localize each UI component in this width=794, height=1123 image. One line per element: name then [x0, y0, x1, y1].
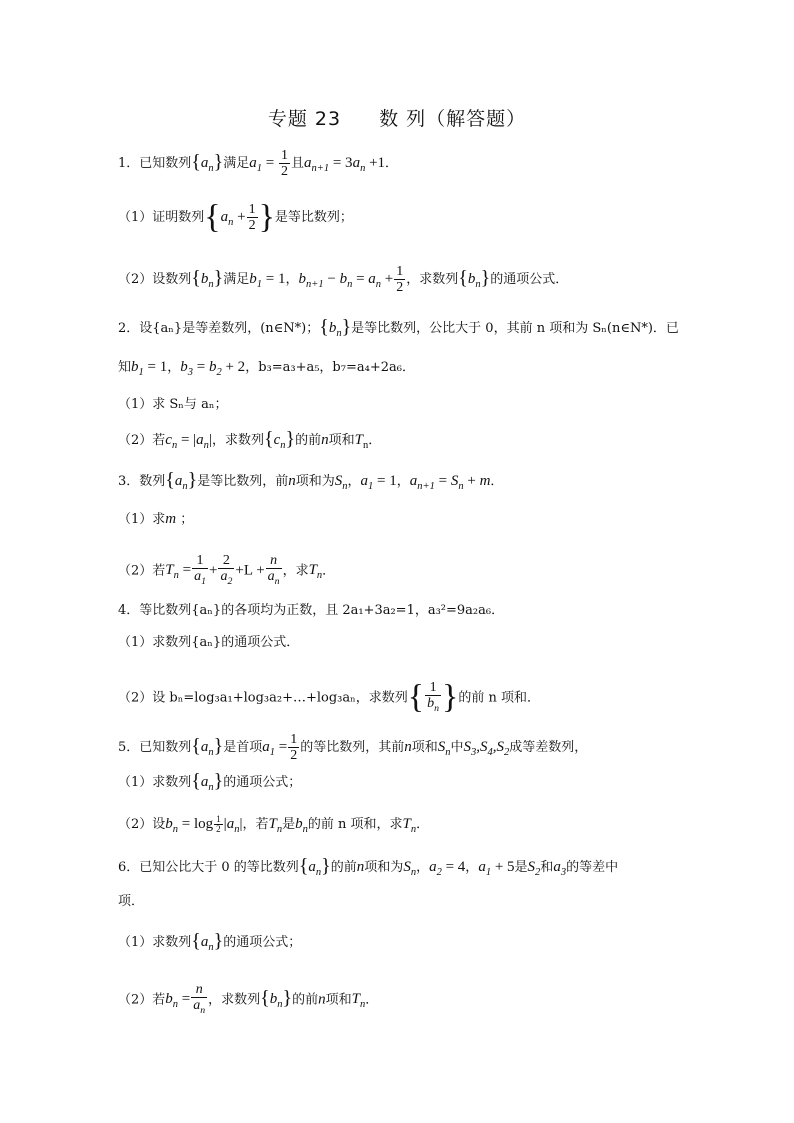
q3-part2: （2）若$T_n$ = $\frac{1}{a_1}$ + $\frac{2}{a_2}$ +L + $\frac{n}{a_n}$ ，求$T_n$．: [118, 553, 336, 587]
q2-part1: （1）求 Sₙ与 aₙ；: [118, 397, 228, 412]
q6-stem-line2: 项．: [118, 894, 145, 909]
q1-part2: （2）设数列$\{b_n\}$满足$b_1 = 1$，$b_{n+1} - b_n = a_n$ + $\frac{1}{2}$ ，求数列$\{b_n\}$的通项公式．: [118, 264, 569, 295]
q5-part1: （1）求数列$\{a_n\}$的通项公式；: [118, 770, 302, 793]
q2-stem-line1: 2．设{aₙ}是等差数列，(n∈N*)；$\{b_n\}$是等比数列，公比大于 0，其前 n 项和为 Sₙ(n∈N*)．已: [118, 316, 679, 339]
q1-stem: 1．已知数列$\{a_n\}$满足$a_1$ = $\frac{1}{2}$ 且$a_{n+1} = 3a_n +1$．: [118, 148, 399, 179]
page-title: [0, 104, 794, 131]
q4-part2: （2）设 bₙ=log₃a₁+log₃a₂+…+log₃aₙ，求数列{ $\frac{1}{b_n}$ }的前 n 项和．: [118, 678, 540, 716]
q4-stem: 4．等比数列{aₙ}的各项均为正数，且 2a₁+3a₂=1，a₃²=9a₂a₆．: [118, 603, 505, 618]
q5-stem: 5．已知数列$\{a_n\}$是首项$a_1$ = $\frac{1}{2}$ 的等比数列，其前n项和$S_n$中$S_3,S_4,S_2$成等差数列，: [118, 732, 588, 763]
q6-part2: （2）若$b_n$ = $\frac{n}{a_n}$ ，求数列$\{b_n\}$的前n项和$T_n$．: [118, 982, 379, 1016]
q6-part1: （1）求数列$\{a_n\}$的通项公式；: [118, 930, 302, 953]
q1-part1: （1）证明数列{$a_n$ + $\frac{1}{2}$ }是等比数列；: [118, 198, 353, 236]
q3-stem: 3．数列$\{a_n\}$是等比数列，前n项和为$S_n$，$a_1 = 1$，$a_{n+1} = S_n + m$．: [118, 469, 504, 492]
q5-part2: （2）设$b_n = \log$ $\frac{1}{2}$ $|a_n|$，若$T_n$是$b_n$的前 n 项和，求$T_n$．: [118, 814, 430, 835]
q4-part1: （1）求数列{aₙ}的通项公式．: [118, 635, 300, 650]
title-main: 专题 23: [267, 108, 342, 130]
q6-stem-line1: 6．已知公比大于 0 的等比数列$\{a_n\}$的前n项和为$S_n$，$a_2 = 4$，$a_1 + 5$是$S_2$和$a_3$的等差中: [118, 855, 619, 878]
title-sub: 数 列（解答题）: [379, 108, 527, 130]
q2-part2: （2）若$c_n = |a_n|$，求数列$\{c_n\}$的前n项和$T_n$．: [118, 428, 382, 451]
q3-part1: （1）求m ；: [118, 511, 194, 527]
q2-stem-line2: 知$b_1 = 1$，$b_3 = b_2 + 2$，b₃=a₃+a₅，b₇=a₄+2a₆．: [118, 359, 415, 378]
